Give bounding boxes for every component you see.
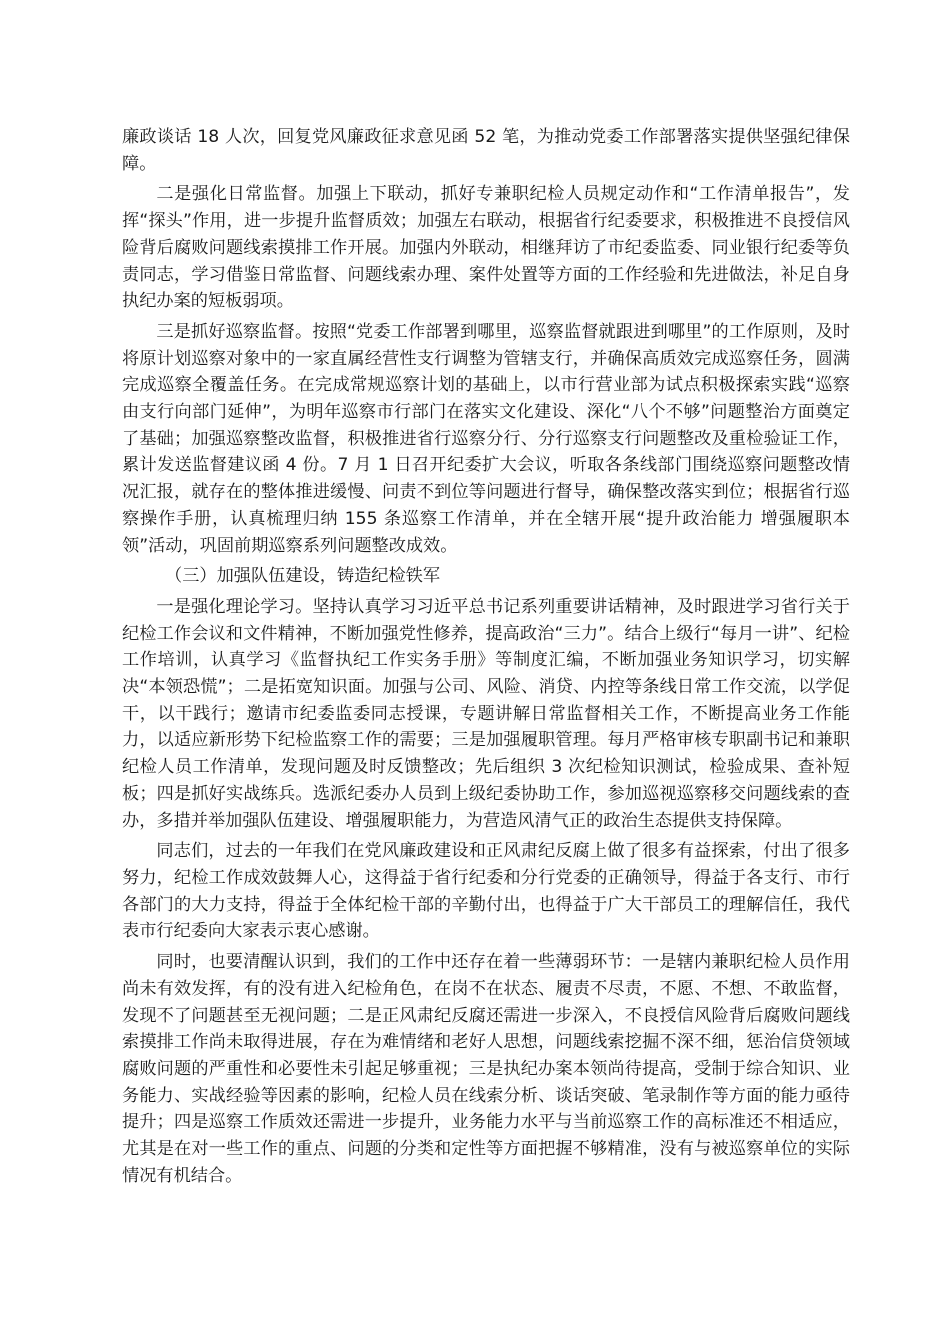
paragraph-continuation: 廉政谈话 18 人次，回复党风廉政征求意见函 52 笔，为推动党委工作部署落实提供坚强纪律保障。 <box>122 127 850 174</box>
paragraph-inspection-supervision: 三是抓好巡察监督。按照“党委工作部署到哪里，巡察监督就跟进到哪里”的工作原则，及时将原计划巡察对象中的一家直属经营性支行调整为管辖支行，并确保高质效完成巡察任务，圆满完成巡察全覆盖任务。在完成常规巡察计划的基础上，以市行营业部为试点积极探索实践“巡察由支行向部门延伸”，为明年巡察市行部门在落实文化建设、深化“八个不够”问题整治方面奠定了基础；加强巡察整改监督，积极推进省行巡察分行、分行巡察支行问题整改及重检验证工作，累计发送监督建议函 4 份。7 月 1 日召开纪委扩大会议，听取各条线部门围绕巡察问题整改情况汇报，就存在的整体推进缓慢、问责不到位等问题进行督导，确保整改落实到位；根据省行巡察操作手册，认真梳理归纳 155 条巡察工作清单，并在全辖开展“提升政治能力 增强履职本领”活动，巩固前期巡察系列问题整改成效。 <box>122 321 850 556</box>
paragraph-daily-supervision: 二是强化日常监督。加强上下联动，抓好专兼职纪检人员规定动作和“工作清单报告”，发挥“探头”作用，进一步提升监督质效；加强左右联动，根据省行纪委要求，积极推进不良授信风险背后腐败问题线索摸排工作开展。加强内外联动，相继拜访了市纪委监委、同业银行纪委等负责同志，学习借鉴日常监督、问题线索办理、案件处置等方面的工作经验和先进做法，补足自身执纪办案的短板弱项。 <box>122 184 850 312</box>
paragraph-acknowledgement: 同志们，过去的一年我们在党风廉政建设和正风肃纪反腐上做了很多有益探索，付出了很多努力，纪检工作成效鼓舞人心，这得益于省行纪委和分行党委的正确领导，得益于各支行、市行各部门的大力支持，得益于全体纪检干部的辛勤付出，也得益于广大干部员工的理解信任，我代表市行纪委向大家表示衷心感谢。 <box>122 841 850 942</box>
paragraph-weaknesses: 同时，也要清醒认识到，我们的工作中还存在着一些薄弱环节：一是辖内兼职纪检人员作用尚未有效发挥，有的没有进入纪检角色，在岗不在状态、履责不尽责，不愿、不想、不敢监督，发现不了问题甚至无视问题；二是正风肃纪反腐还需进一步深入，不良授信风险背后腐败问题线索摸排工作尚未取得进展，存在为难情绪和老好人思想，问题线索挖掘不深不细，惩治信贷领域腐败问题的严重性和必要性未引起足够重视；三是执纪办案本领尚待提高，受制于综合知识、业务能力、实战经验等因素的影响，纪检人员在线索分析、谈话突破、笔录制作等方面的能力亟待提升；四是巡察工作质效还需进一步提升，业务能力水平与当前巡察工作的高标准还不相适应，尤其是在对一些工作的重点、问题的分类和定性等方面把握不够精准，没有与被巡察单位的实际情况有机结合。 <box>122 952 850 1186</box>
paragraph-theory-study: 一是强化理论学习。坚持认真学习习近平总书记系列重要讲话精神，及时跟进学习省行关于纪检工作会议和文件精神，不断加强党性修养，提高政治“三力”。结合上级行“每月一讲”、纪检工作培训，认真学习《监督执纪工作实务手册》等制度汇编，不断加强业务知识学习，切实解决“本领恐慌”；二是拓宽知识面。加强与公司、风险、消贷、内控等条线日常工作交流，以学促干，以干践行；邀请市纪委监委同志授课，专题讲解日常监督相关工作，不断提高业务工作能力，以适应新形势下纪检监察工作的需要；三是加强履职管理。每月严格审核专职副书记和兼职纪检人员工作清单，发现问题及时反馈整改；先后组织 3 次纪检知识测试，检验成果、查补短板；四是抓好实战练兵。选派纪委办人员到上级纪委协助工作，参加巡视巡察移交问题线索的查办，多措并举加强队伍建设、增强履职能力，为营造风清气正的政治生态提供支持保障。 <box>122 596 850 831</box>
section-heading-team-building: （三）加强队伍建设，铸造纪检铁军 <box>165 566 441 587</box>
document-page <box>122 124 850 1193</box>
